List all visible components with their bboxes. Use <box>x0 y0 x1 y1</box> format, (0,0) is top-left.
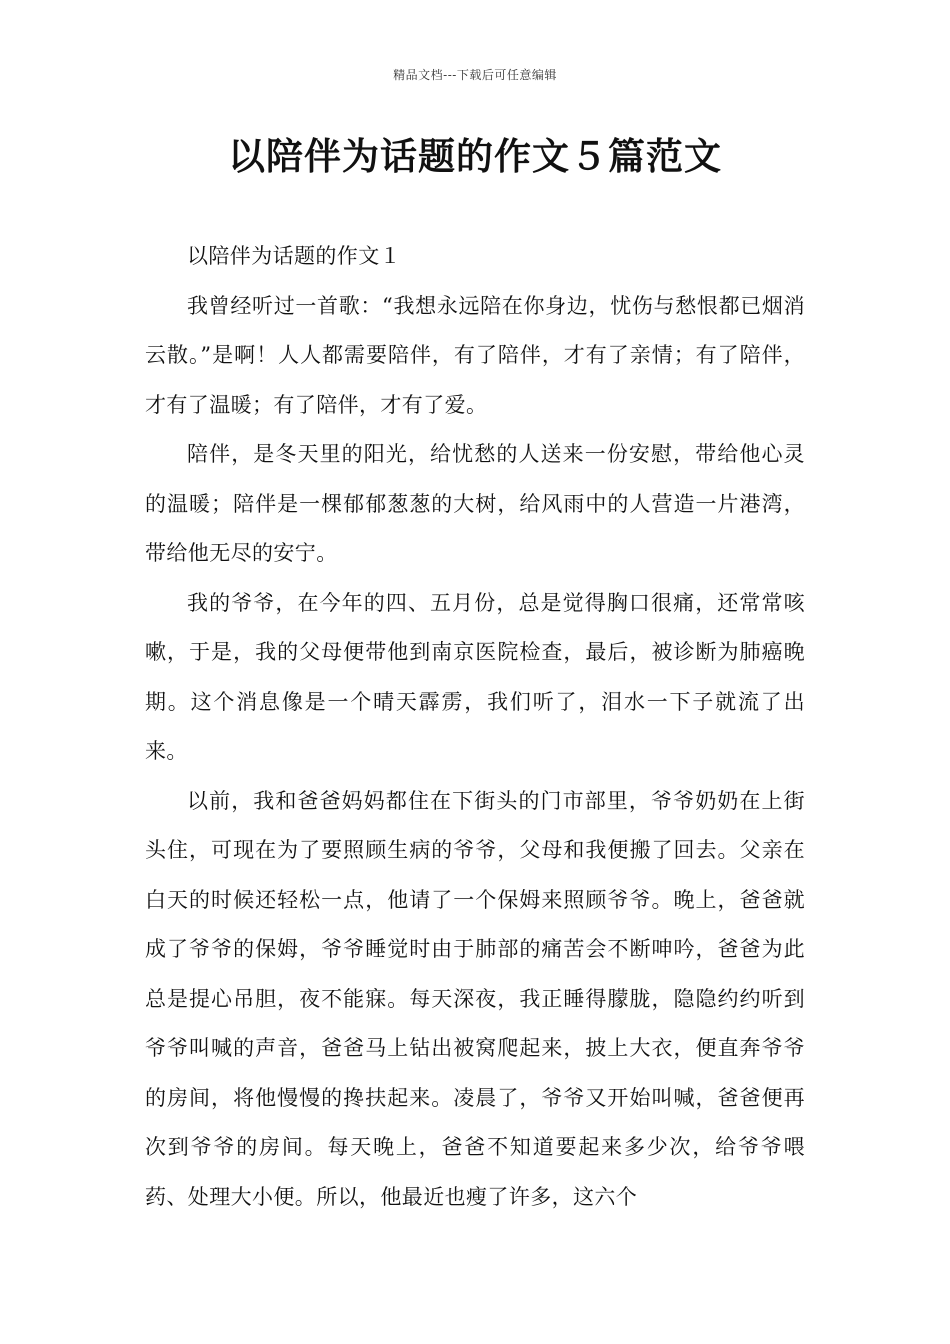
header-note: 精品文档---下载后可任意编辑 <box>393 68 557 82</box>
paragraph: 我的爷爷，在今年的四、五月份，总是觉得胸口很痛，还常常咳嗽，于是，我的父母便带他到南京医院检查，最后，被诊断为肺癌晚期。这个消息像是一个晴天霹雳，我们听了，泪水一下子就流了出来。 <box>145 590 805 763</box>
document-title: 以陪伴为话题的作文５篇范文 <box>228 135 722 178</box>
paragraph: 我曾经听过一首歌：“我想永远陪在你身边，忧伤与愁恨都已烟消云散。”是啊！人人都需要陪伴，有了陪伴，才有了亲情；有了陪伴，才有了温暖；有了陪伴，才有了爱。 <box>145 293 805 417</box>
paragraph: 以前，我和爸爸妈妈都住在下街头的门市部里，爷爷奶奶在上街头住，可现在为了要照顾生病的爷爷，父母和我便搬了回去。父亲在白天的时候还轻松一点，他请了一个保姆来照顾爷爷。晚上，爸爸就成了爷爷的保姆，爷爷睡觉时由于肺部的痛苦会不断呻吟，爸爸为此总是提心吊胆，夜不能寐。每天深夜，我正睡得朦胧，隐隐约约听到爷爷叫喊的声音，爸爸马上钻出被窝爬起来，披上大衣，便直奔爷爷的房间，将他慢慢的搀扶起来。凌晨了，爷爷又开始叫喊，爸爸便再次到爷爷的房间。每天晚上，爸爸不知道要起来多少次，给爷爷喂药、处理大小便。所以，他最近也瘦了许多，这六个 <box>145 788 805 1209</box>
paragraph: 陪伴，是冬天里的阳光，给忧愁的人送来一份安慰，带给他心灵的温暖；陪伴是一棵郁郁葱葱的大树，给风雨中的人营造一片港湾，带给他无尽的安宁。 <box>145 442 805 565</box>
essay-body <box>145 232 805 1222</box>
section-heading: 以陪伴为话题的作文１ <box>187 244 401 268</box>
